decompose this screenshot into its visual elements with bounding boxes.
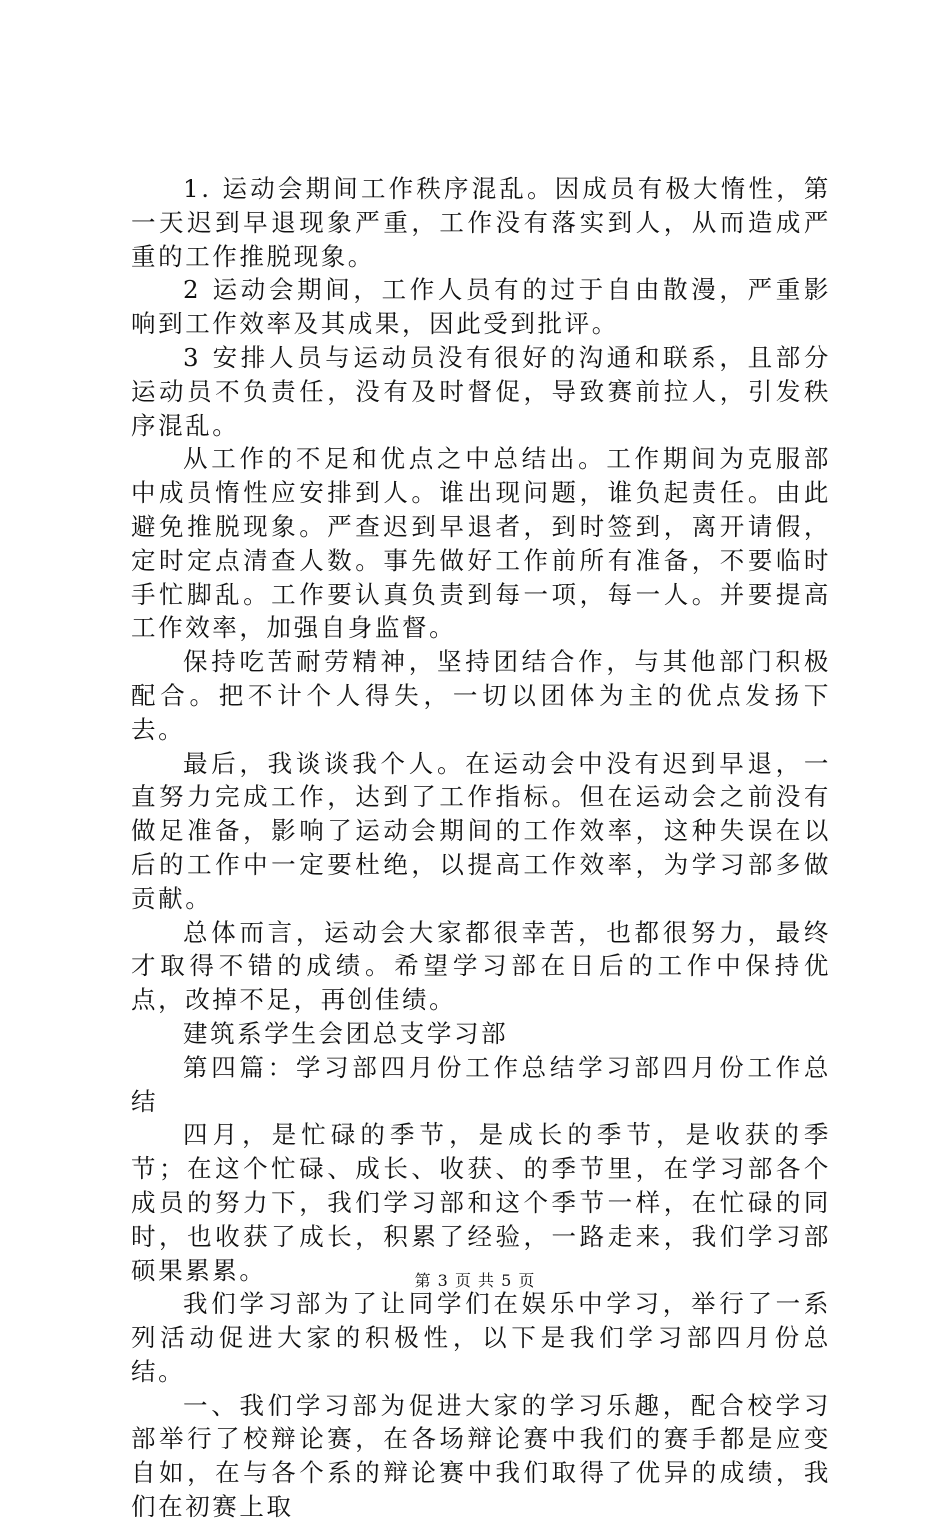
section-heading: 第四篇：学习部四月份工作总结学习部四月份工作总结 <box>131 1052 831 1116</box>
signature-line: 建筑系学生会团总支学习部 <box>183 1018 509 1048</box>
paragraph: 2 运动会期间，工作人员有的过于自由散漫，严重影响到工作效率及其成果，因此受到批评。 <box>131 275 831 339</box>
paragraph: 1. 运动会期间工作秩序混乱。因成员有极大惰性，第一天迟到早退现象严重，工作没有落实到人，从而造成严重的工作推脱现象。 <box>131 174 831 271</box>
paragraph: 3 安排人员与运动员没有很好的沟通和联系，且部分运动员不负责任，没有及时督促，导致赛前拉人，引发秩序混乱。 <box>131 342 831 440</box>
paragraph: 我们学习部为了让同学们在娱乐中学习，举行了一系列活动促进大家的积极性，以下是我们学习部四月份总结。 <box>131 1289 831 1386</box>
paragraph: 最后，我谈谈我个人。在运动会中没有迟到早退，一直努力完成工作，达到了工作指标。但在运动会之前没有做足准备，影响了运动会期间的工作效率，这种失误在以后的工作中一定要杜绝，以提高工作效率，为学习部多做贡献。 <box>131 748 831 913</box>
paragraph: 四月，是忙碌的季节，是成长的季节，是收获的季节；在这个忙碌、成长、收获、的季节里，在学习部各个成员的努力下，我们学习部和这个季节一样，在忙碌的同时，也收获了成长，积累了经验，一路走来，我们学习部硕果累累。 <box>131 1120 831 1285</box>
document-body <box>131 172 831 1524</box>
paragraph: 从工作的不足和优点之中总结出。工作期间为克服部中成员惰性应安排到人。谁出现问题，谁负起责任。由此避免推脱现象。严查迟到早退者，到时签到，离开请假，定时定点清查人数。事先做好工作前所有准备，不要临时手忙脚乱。工作要认真负责到每一项，每一人。并要提高工作效率，加强自身监督。 <box>131 444 831 643</box>
paragraph: 总体而言，运动会大家都很幸苦，也都很努力，最终才取得不错的成绩。希望学习部在日后的工作中保持优点，改掉不足，再创佳绩。 <box>131 917 831 1015</box>
paragraph: 保持吃苦耐劳精神，坚持团结合作，与其他部门积极配合。把不计个人得失，一切以团体为主的优点发扬下去。 <box>131 647 831 744</box>
page-number: 第 3 页 共 5 页 <box>414 1271 536 1290</box>
paragraph: 一、我们学习部为促进大家的学习乐趣，配合校学习部举行了校辩论赛，在各场辩论赛中我们的赛手都是应变自如，在与各个系的辩论赛中我们取得了优异的成绩，我们在初赛上取 <box>131 1390 831 1522</box>
